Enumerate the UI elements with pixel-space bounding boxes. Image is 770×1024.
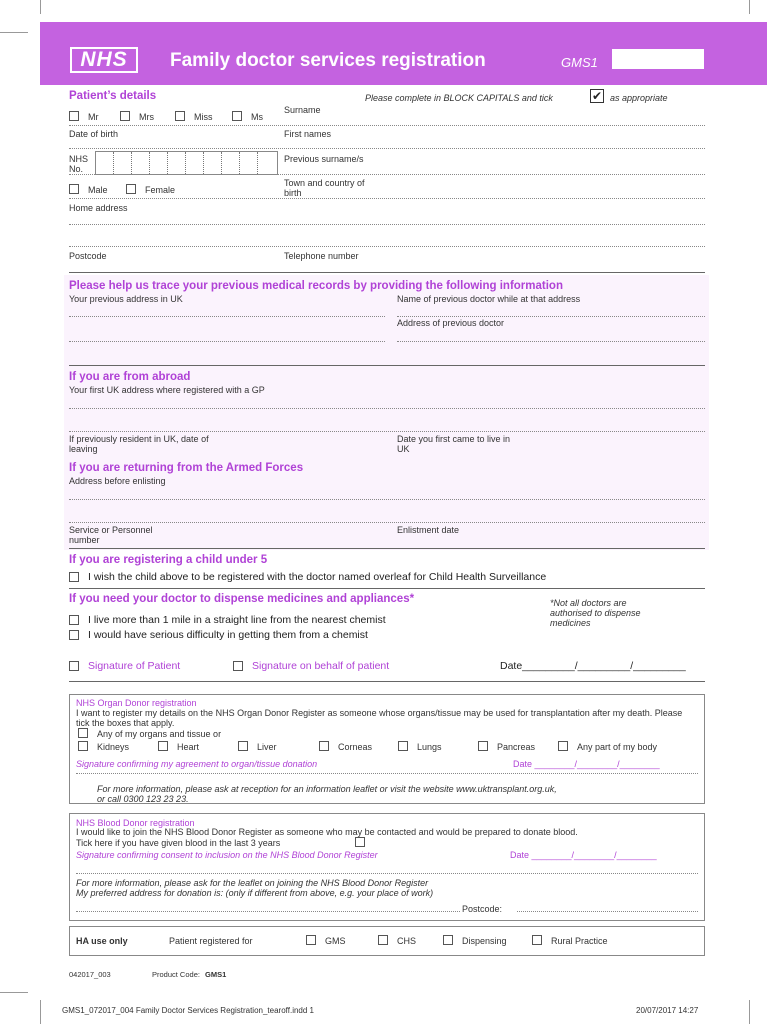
nhs-number-cell bbox=[149, 152, 150, 174]
instruction-tail: as appropriate bbox=[610, 93, 668, 103]
date-leaving-label: If previously resident in UK, date of leaving bbox=[69, 434, 209, 454]
previous-records-title: Please help us trace your previous medical records by providing the following information bbox=[69, 280, 563, 292]
any-part-checkbox[interactable] bbox=[558, 741, 568, 751]
preferred-address-field[interactable] bbox=[76, 911, 460, 912]
title-mrs-label: Mrs bbox=[139, 112, 154, 122]
crop-mark bbox=[0, 32, 28, 33]
blood-signature-label: Signature confirming consent to inclusion on the NHS Blood Donor Register bbox=[76, 850, 378, 860]
abroad-title: If you are from abroad bbox=[69, 371, 191, 383]
nhs-number-cell bbox=[239, 152, 240, 174]
title-miss-label: Miss bbox=[194, 112, 213, 122]
nhs-number-cell bbox=[113, 152, 114, 174]
patient-details-title: Patient’s details bbox=[69, 90, 157, 102]
dispense-distance-option: I live more than 1 mile in a straight line from the nearest chemist bbox=[88, 614, 386, 626]
first-uk-address-label: Your first UK address where registered with a GP bbox=[69, 385, 265, 395]
date-first-came-label: Date you first came to live in UK bbox=[397, 434, 511, 454]
lungs-checkbox[interactable] bbox=[398, 741, 408, 751]
divider bbox=[76, 773, 698, 774]
previous-doctor-name-label: Name of previous doctor while at that address bbox=[397, 294, 581, 304]
crop-mark bbox=[40, 0, 41, 14]
previous-doctor-address-label: Address of previous doctor bbox=[397, 318, 505, 328]
organ-donor-text: I want to register my details on the NHS Organ Donor Register as someone whose organs/tissue may be used for transplantation after my death. Please tick the boxes that apply. bbox=[76, 708, 683, 728]
armed-forces-title: If you are returning from the Armed Forces bbox=[69, 462, 304, 474]
nhs-number-field[interactable] bbox=[95, 151, 278, 175]
patient-signature-checkbox[interactable] bbox=[69, 661, 79, 671]
organ-date-field[interactable]: Date ________/________/________ bbox=[513, 759, 660, 769]
section-divider bbox=[69, 548, 705, 549]
blood-donor-text: I would like to join the NHS Blood Donor Register as someone who may be contacted and would be prepared to donate blood. bbox=[76, 827, 578, 837]
dispensing-checkbox[interactable] bbox=[443, 935, 453, 945]
nhs-logo: NHS bbox=[70, 47, 138, 73]
title-miss-checkbox[interactable] bbox=[175, 111, 185, 121]
divider bbox=[69, 341, 385, 342]
telephone-label: Telephone number bbox=[284, 251, 359, 261]
title-ms-checkbox[interactable] bbox=[232, 111, 242, 121]
title-mr-label: Mr bbox=[88, 112, 99, 122]
liver-label: Liver bbox=[257, 742, 277, 752]
child-health-checkbox[interactable] bbox=[69, 572, 79, 582]
previous-address-label: Your previous address in UK bbox=[69, 294, 183, 304]
footer-file: GMS1_072017_004 Family Doctor Services Registration_tearoff.indd 1 bbox=[62, 1006, 314, 1015]
nhs-number-cell bbox=[221, 152, 222, 174]
postcode-label: Postcode bbox=[69, 251, 107, 261]
crop-mark bbox=[0, 992, 28, 993]
lungs-label: Lungs bbox=[417, 742, 442, 752]
divider bbox=[69, 316, 385, 317]
blood-info: For more information, please ask for the leaflet on joining the NHS Blood Donor Register bbox=[76, 878, 429, 888]
divider bbox=[69, 224, 705, 225]
chs-label: CHS bbox=[397, 936, 417, 946]
section-divider bbox=[69, 681, 705, 682]
any-part-label: Any part of my body bbox=[577, 742, 658, 752]
divider bbox=[69, 125, 705, 126]
corneas-checkbox[interactable] bbox=[319, 741, 329, 751]
blood-postcode-field[interactable] bbox=[517, 911, 698, 912]
title-ms-label: Ms bbox=[251, 112, 263, 122]
gms-checkbox[interactable] bbox=[306, 935, 316, 945]
dispense-distance-checkbox[interactable] bbox=[69, 615, 79, 625]
dispense-difficulty-checkbox[interactable] bbox=[69, 630, 79, 640]
signature-date-field[interactable]: Date_________/_________/_________ bbox=[500, 660, 686, 672]
divider bbox=[69, 174, 705, 175]
product-code: GMS1 bbox=[205, 970, 227, 979]
dispense-title: If you need your doctor to dispense medicines and appliances* bbox=[69, 593, 415, 605]
enlistment-date-label: Enlistment date bbox=[397, 525, 460, 535]
crop-mark bbox=[749, 0, 750, 14]
address-before-enlisting-label: Address before enlisting bbox=[69, 476, 166, 486]
dob-label: Date of birth bbox=[69, 129, 119, 139]
nhs-number-cell bbox=[257, 152, 258, 174]
given-blood-checkbox[interactable] bbox=[355, 837, 365, 847]
gms-label: GMS bbox=[325, 936, 346, 946]
preferred-address-label: My preferred address for donation is: (only if different from above, e.g. your place of work) bbox=[76, 888, 434, 898]
given-blood-label: Tick here if you have given blood in the last 3 years bbox=[76, 838, 281, 848]
organ-info: For more information, please ask at reception for an information leaflet or visit the website www.uktransplant.org.uk, or call 0300 123 23 23. bbox=[97, 784, 557, 804]
crop-mark bbox=[40, 1000, 41, 1024]
previous-surname-label: Previous surname/s bbox=[284, 154, 364, 164]
divider bbox=[397, 316, 705, 317]
rural-practice-checkbox[interactable] bbox=[532, 935, 542, 945]
pancreas-label: Pancreas bbox=[497, 742, 536, 752]
blood-donor-title: NHS Blood Donor registration bbox=[76, 818, 195, 828]
section-divider bbox=[69, 272, 705, 273]
divider bbox=[69, 246, 705, 247]
registered-for-label: Patient registered for bbox=[169, 936, 253, 946]
any-organs-label: Any of my organs and tissue or bbox=[97, 729, 222, 739]
tick-icon: ✔ bbox=[591, 89, 603, 103]
form-code: GMS1 bbox=[561, 55, 598, 70]
heart-checkbox[interactable] bbox=[158, 741, 168, 751]
child-health-option: I wish the child above to be registered with the doctor named overleaf for Child Health Surveillance bbox=[88, 571, 547, 583]
footer-ref: 042017_003 bbox=[69, 970, 111, 979]
corneas-label: Corneas bbox=[338, 742, 373, 752]
organ-donor-title: NHS Organ Donor registration bbox=[76, 698, 197, 708]
ha-use-label: HA use only bbox=[76, 936, 128, 946]
kidneys-checkbox[interactable] bbox=[78, 741, 88, 751]
section-divider bbox=[69, 365, 705, 366]
heart-label: Heart bbox=[177, 742, 200, 752]
patient-signature-label: Signature of Patient bbox=[88, 660, 181, 672]
home-address-label: Home address bbox=[69, 203, 128, 213]
divider bbox=[69, 408, 705, 409]
divider bbox=[76, 873, 698, 874]
blood-postcode-label: Postcode: bbox=[462, 904, 503, 914]
dispensing-label: Dispensing bbox=[462, 936, 507, 946]
chs-checkbox[interactable] bbox=[378, 935, 388, 945]
town-country-birth-label: Town and country of birth bbox=[284, 178, 365, 198]
nhs-number-cell bbox=[203, 152, 204, 174]
divider bbox=[69, 522, 705, 523]
behalf-signature-checkbox[interactable] bbox=[233, 661, 243, 671]
product-code-label: Product Code: bbox=[152, 970, 200, 979]
section-divider bbox=[69, 588, 705, 589]
title-mrs-checkbox[interactable] bbox=[120, 111, 130, 121]
male-label: Male bbox=[88, 185, 108, 195]
divider bbox=[397, 341, 705, 342]
pancreas-checkbox[interactable] bbox=[478, 741, 488, 751]
divider bbox=[69, 148, 705, 149]
female-checkbox[interactable] bbox=[126, 184, 136, 194]
divider bbox=[69, 198, 705, 199]
male-checkbox[interactable] bbox=[69, 184, 79, 194]
title-mr-checkbox[interactable] bbox=[69, 111, 79, 121]
blood-date-field[interactable]: Date ________/________/________ bbox=[510, 850, 657, 860]
nhs-no-label: NHS No. bbox=[69, 154, 89, 174]
liver-checkbox[interactable] bbox=[238, 741, 248, 751]
footer-date: 20/07/2017 14:27 bbox=[636, 1006, 699, 1015]
dispense-note: *Not all doctors are authorised to dispense medicines bbox=[550, 598, 641, 628]
female-label: Female bbox=[145, 185, 176, 195]
first-names-label: First names bbox=[284, 129, 332, 139]
block-capitals-instruction: Please complete in BLOCK CAPITALS and tick bbox=[365, 93, 553, 103]
behalf-signature-label: Signature on behalf of patient bbox=[252, 660, 390, 672]
dispense-difficulty-option: I would have serious difficulty in getting them from a chemist bbox=[88, 629, 368, 641]
kidneys-label: Kidneys bbox=[97, 742, 130, 752]
any-organs-checkbox[interactable] bbox=[78, 728, 88, 738]
divider bbox=[69, 499, 705, 500]
form-header bbox=[40, 22, 767, 85]
nhs-number-cell bbox=[185, 152, 186, 174]
nhs-number-cell bbox=[131, 152, 132, 174]
rural-practice-label: Rural Practice bbox=[551, 936, 608, 946]
organ-signature-label: Signature confirming my agreement to organ/tissue donation bbox=[76, 759, 318, 769]
nhs-number-cell bbox=[167, 152, 168, 174]
form-title: Family doctor services registration bbox=[170, 50, 486, 71]
form-code-field[interactable] bbox=[612, 49, 704, 69]
child-title: If you are registering a child under 5 bbox=[69, 554, 268, 566]
crop-mark bbox=[749, 1000, 750, 1024]
divider bbox=[69, 431, 705, 432]
surname-label: Surname bbox=[284, 105, 321, 115]
service-number-label: Service or Personnel number bbox=[69, 525, 153, 545]
